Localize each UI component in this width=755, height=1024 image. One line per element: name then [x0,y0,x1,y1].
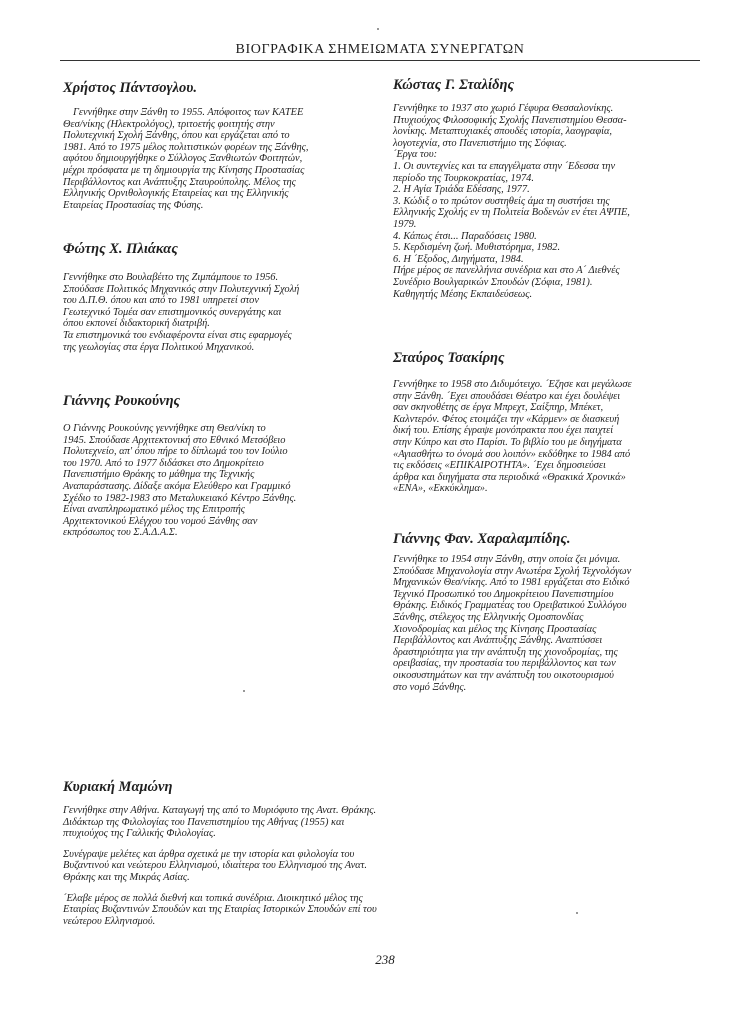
scan-speck [243,690,245,692]
entry-bio-paragraph: Γεννήθηκε στην Αθήνα. Καταγωγή της από το Μυριόφυτο της Ανατ. Θράκης. Διδάκτωρ της Φιλολογίας του Πανεπιστημίου της Αθήνας (1955) και πτυχιούχος της Γαλλικής Φιλολογίας. [63,805,377,840]
entry-name: Χρήστος Πάντσογλου. [63,80,197,96]
page-number: 238 [375,952,395,967]
entry-pantsoglou [63,80,363,211]
entry-bio-paragraph: ´Ελαβε μέρος σε πολλά διεθνή και τοπικά συνέδρια. Διοικητικό μέλος της Εταιρίας Βυζαντινών Σπουδών και της Εταιρίας Ιστορικών Σπουδών επί του νεώτερου Ελληνισμού. [63,892,377,927]
entry-tsakiris [393,350,698,495]
entry-stalidis [393,77,698,300]
entry-bio: Γεννήθηκε στην Ξάνθη το 1955. Απόφοιτος των ΚΑΤΕΕ Θεσ/νίκης (Ηλεκτρολόγος), τριτοετής φοιτητής στην Πολυτεχνική Σχολή Ξάνθης, όπου και εργάζεται από το 1981. Από το 1975 μέλος πολιτιστικών φορέων της Ξάνθης, αφότου δημιουργήθηκε ο Σύλλογος Ξανθιωτών Φοιτητών, μέχρι πρόσφατα με τη δημιουργία της Κίνησης Προστασίας Περιβάλλοντος και Ανάπτυξης Σταυρούπολης. Μέλος της Ελληνικής Ορνιθολογικής Εταιρείας και της Ελληνικής Εταιρείας Προστασίας της Φύσης. [63,107,309,211]
entry-bio: Γεννήθηκε το 1937 στο χωριό Γέφυρα Θεσσαλονίκης. Πτυχιούχος Φιλοσοφικής Σχολής Πανεπιστημίου Θεσσα- λονίκης. Μεταπτυχιακές σπουδές ιστορία, λαογραφία, λογοτεχνία, στο Πανεπιστήμιο της Σόφιας. ´Εργα του: 1. Οι συντεχνίες και τα επαγγέλματα στην ´Εδεσσα την περίοδο της Τουρκοκρατίας, 1974. 2. Η Αγία Τριάδα Εδέσσης, 1977. 3. Κώδιξ ο το πρώτον συστηθείς άμα τη συστήσει της Ελληνικής Σχολής εν τη Πολιτεία Βοδενών εν έτει ΑΨΠΕ, 1979. 4. Κάπως έτσι... Παραδόσεις 1980. 5. Κερδισμένη ζωή. Μυθιστόρημα, 1982. 6. Η ´Εξοδος, Διηγήματα, 1984. Πήρε μέρος σε πανελλήνια συνέδρια και στο Α´ Διεθνές Συνέδριο Βουλγαρικών Σπουδών (Σόφια, 1981). Καθηγητής Μέσης Εκπαιδεύσεως. [393,103,630,300]
entry-bio: Γεννήθηκε στο Βουλαβέιτο της Ζιμπάμπουε το 1956. Σπούδασε Πολιτικός Μηχανικός στην Πολυτεχνική Σχολή του Δ.Π.Θ. όπου και από το 1981 υπηρετεί στον Γεωτεχνικό Τομέα σαν επιστημονικός συνεργάτης και όπου εκπονεί διδακτορική διατριβή. Τα επιστημονικά του ενδιαφέροντα είναι στις εφαρμογές της γεωλογίας στα έργα Πολιτικού Μηχανικού. [63,272,300,353]
entry-pliakas [63,241,363,353]
entry-name: Γιάννης Ρουκούνης [63,393,181,409]
entry-bio: Γεννήθηκε το 1958 στο Διδυμότειχο. ´Εζησε και μεγάλωσε στην Ξάνθη. ´Εχει σπουδάσει Θέατρο και έχει δουλέψει σαν σκηνοθέτης σε έργα Μπρεχτ, Σαίξπηρ, Μπέκετ, Καλντερόν. Φέτος ετοιμάζει την «Κάρμεν» σε διασκευή δική του. Επίσης έγραψε μονόπρακτα που έχει παιχτεί στην Κύπρο και στο Παρίσι. Το βιβλίο του με διηγήματα «Αγιασθήτω το όνομά σου λοιπόν» εκδόθηκε το 1984 από τις εκδόσεις «ΕΠΙΚΑΙΡΟΤΗΤΑ». ´Εχει δημοσιεύσει άρθρα και διηγήματα στα περιοδικά «Θρακικά Χρονικά» «ΕΝΑ», «Εκκύκλημα». [393,379,632,495]
entry-bio-paragraph: Συνέγραψε μελέτες και άρθρα σχετικά με την ιστορία και φιλολογία του Βυζαντινού και νεώτερου Ελληνισμού, ιδιαίτερα του Ελληνισμού της Ανατ. Θράκης και της Μικράς Ασίας. [63,848,367,883]
scan-speck [377,28,379,30]
entry-name: Σταύρος Τσακίρης [393,350,505,366]
entry-name: Φώτης Χ. Πλιάκας [63,241,178,257]
entry-bio: Ο Γιάννης Ρουκούνης γεννήθηκε στη Θεσ/νίκη το 1945. Σπούδασε Αρχιτεκτονική στο Εθνικό Μετσόβειο Πολυτεχνείο, απ' όπου πήρε το δίπλωμά του τον Ιούλιο του 1970. Από το 1977 διδάσκει στο Δημοκρίτειο Πανεπιστήμιο Θράκης το μάθημα της Τεχνικής Αναπαράστασης. Δίδαξε ακόμα Ελεύθερο και Γραμμικό Σχέδιο το 1982-1983 στο Μεταλυκειακό Κέντρο Ξάνθης. Είναι αναπληρωματικό μέλος της Επιτροπής Αρχιτεκτονικού Ελέγχου του νομού Ξάνθης σαν εκπρόσωπος του Σ.Α.Δ.Α.Σ. [63,423,297,539]
entry-bio: Γεννήθηκε το 1954 στην Ξάνθη, στην οποία ζει μόνιμα. Σπούδασε Μηχανολογία στην Ανωτέρα Σχολή Τεχνολόγων Μηχανικών Θεσ/νίκης. Από το 1981 εργάζεται στο Ειδικό Τεχνικό Προσωπικό του Δημοκρίτειου Πανεπιστημίου Θράκης. Ειδικός Γραμματέας του Ορειβατικού Συλλόγου Ξάνθης, στέλεχος της Ελληνικής Ομοσπονδίας Χιονοδρομίας και μέλος της Κίνησης Προστασίας Περιβάλλοντος και Ανάπτυξης Ξάνθης. Αναπτύσσει δραστηριότητα για την ανάπτυξη της χιονοδρομίας, της ορειβασίας, την προστασία του περιβάλλοντος και των οικοσυστημάτων και την ανάπτυξη του οικοτουρισμού στο νομό Ξάνθης. [393,554,632,693]
scan-speck [576,912,578,914]
entry-roukounis [63,393,363,539]
page-header: ΒΙΟΓΡΑΦΙΚΑ ΣΗΜΕΙΩΜΑΤΑ ΣΥΝΕΡΓΑΤΩΝ [235,42,525,57]
entry-name: Γιάννης Φαν. Χαραλαμπίδης. [393,531,571,547]
entry-charalampidis [393,531,698,693]
entry-mamoni [63,779,703,927]
entry-name: Κυριακή Μαμώνη [63,779,173,795]
header-rule [60,60,700,61]
entry-name: Κώστας Γ. Σταλίδης [393,77,514,93]
